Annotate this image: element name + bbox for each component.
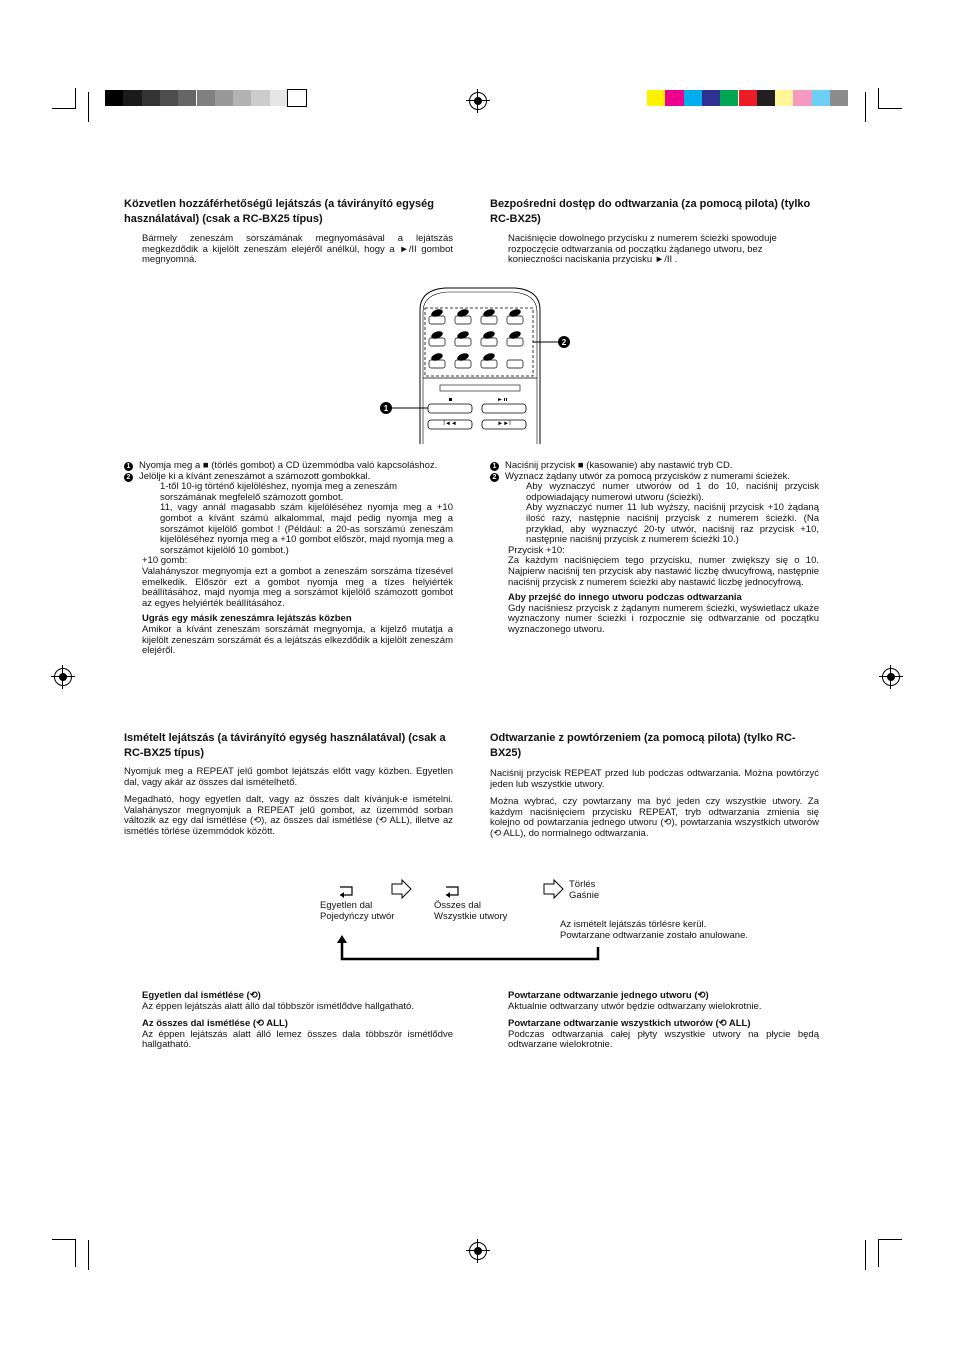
color-swatch — [720, 90, 738, 106]
pl-repeat-title: Odtwarzanie z powtórzeniem (za pomocą pilota) (tylko RC-BX25) — [490, 732, 796, 759]
svg-text:I◄◄: I◄◄ — [443, 421, 457, 427]
hu-skip-title: Ugrás egy másik zeneszámra lejátszás közben — [142, 613, 352, 625]
pl-repeat-p1: Naciśnij przycisk REPEAT przed lub podczas odtwarzania. Można powtórzyć jeden lub wszystkie utwory. — [490, 768, 819, 790]
crop-mark — [75, 1239, 76, 1267]
press-indicator — [430, 352, 444, 362]
press-indicator — [482, 330, 496, 340]
cancel-hu-label: Az ismételt lejátszás törlésre kerül. — [560, 919, 707, 930]
number-key — [429, 338, 445, 346]
pl-step-1: Naciśnij przycisk ■ (kasowanie) aby nastawić tryb CD. — [505, 460, 733, 471]
press-indicator — [508, 330, 522, 340]
press-indicator — [456, 352, 470, 362]
color-swatch — [647, 90, 665, 106]
hu-direct-access-body: Bármely zeneszám sorszámának megnyomásával a lejátszás megkezdődik a kijelölt zeneszám elejéről anélkül, hogy a ►/II gombot megnyomná. — [142, 233, 453, 266]
number-key — [429, 360, 445, 368]
crop-mark — [88, 92, 89, 122]
color-swatch — [197, 90, 215, 106]
hu-repeat-title: Ismételt lejátszás (a távirányító egység használatával) (csak a RC-BX25 típus) — [124, 732, 446, 759]
hu-step-2a: 1-től 10-ig történő kijelöléshez, nyomja meg a zeneszám sorszámának megfelelő számozott gombot. — [160, 481, 398, 503]
hu-all-body: Az éppen lejátszás alatt álló lemez összes dala többször ismétlődve hallgatható. — [142, 1028, 453, 1051]
remote-control-illustration — [375, 280, 575, 445]
press-indicator — [456, 308, 470, 318]
registration-mark — [882, 668, 900, 686]
crop-mark — [52, 108, 76, 109]
hu-step-2b: 11, vagy annál magasabb szám kijelöléséhez nyomja meg a +10 gombot a kívánt számú alkalommal, majd pedig nyomja meg a sorszámot kijelölő gombot ! (Például: a 20-as sorszámú zeneszám kijelöléséhez nyomja meg a +10 gombot először, majd nyomja meg a sorszámot kijelölő 10 gombot.) — [160, 502, 453, 556]
hu-steps — [124, 461, 453, 657]
press-indicator — [508, 308, 522, 318]
color-swatch — [757, 90, 775, 106]
crop-mark — [865, 92, 866, 122]
pl-all-title: Powtarzane odtwarzanie wszystkich utworów (⟲ ALL) — [508, 1018, 751, 1030]
all-hu-label: Összes dal — [434, 900, 481, 911]
pl-repeat-section — [490, 769, 819, 840]
crop-mark — [75, 88, 76, 109]
color-swatch — [665, 90, 683, 106]
registration-mark — [469, 1242, 487, 1260]
step-2-badge: 2 — [490, 473, 499, 482]
hu-repeat-p2: Megadható, hogy egyetlen dalt, vagy az összes dalt kívánjuk-e ismételni. Valahányszor megnyomjuk a REPEAT jelű gombot, az üzemmód sorban változik az egy dal ismétlése (⟲), az összes dal ismétlése (⟲ ALL), illetve az ismétlés törlése üzemmódok között. — [124, 794, 453, 837]
clear-pl-label: Gaśnie — [569, 889, 600, 901]
pl-step-2: Wyznacz żądany utwór za pomocą przycisków z numerami ścieżek. — [505, 470, 791, 482]
svg-text:►►I: ►►I — [497, 421, 511, 427]
hu-step-1: Nyomja meg a ■ (törlés gombot) a CD üzemmódba való kapcsoláshoz. — [139, 460, 438, 471]
number-key — [455, 316, 471, 324]
cancel-note — [560, 920, 748, 941]
hu-repeat-explanations — [142, 991, 453, 1051]
crop-mark — [88, 1240, 89, 1270]
single-repeat-label — [320, 901, 394, 922]
hu-step-2: Jelölje ki a kívánt zeneszámot a számozott gombokkal. — [139, 470, 371, 482]
crop-mark — [878, 1239, 879, 1267]
pl-plus10-body: Za każdym naciśnięciem tego przycisku, numer zwiększy się o 10. Najpierw naciśnij ten przycisk aby nastawić liczbę dwucyfrową, następnie naciśnij przycisk z numerem ścieżki aby nastawić liczbę jednocyfrową. — [508, 555, 819, 588]
all-repeat-label — [434, 901, 507, 922]
pl-repeat-explanations — [508, 991, 819, 1051]
clear-hu-label: Törlés — [569, 879, 596, 890]
clear-label — [569, 880, 599, 901]
color-swatch — [251, 90, 269, 106]
cancel-pl-label: Powtarzane odtwarzanie zostało anulowane. — [560, 929, 749, 941]
pl-step-2a: Aby wyznaczyć numer utworów od 1 do 10, naciśnij przycisk odpowiadający numerowi utworu (ścieżki). — [526, 481, 819, 503]
pl-all-body: Podczas odtwarzania całej płyty wszystkie utwory na płycie będą odtwarzane wielokrotnie. — [508, 1028, 819, 1051]
color-swatch — [270, 90, 288, 106]
pl-direct-access-body: Naciśnięcie dowolnego przycisku z numerem ścieżki spowoduje rozpoczęcie odtwarzania od początku żądanego utworu, bez konieczności naciskania przycisku ►/II . — [508, 233, 777, 266]
pl-steps — [490, 461, 819, 636]
crop-mark — [878, 1239, 902, 1240]
all-pl-label: Wszystkie utwory — [434, 910, 508, 922]
callout-1: 1 — [383, 404, 389, 413]
pl-repeat-p2: Można wybrać, czy powtarzany ma być jeden czy wszystkie utwory. Za każdym naciśnięciem przycisku REPEAT, tryb odtwarzania zmienia się kolejno od powtarzania jednego utworu (⟲), powtarzania wszystkich utworów (⟲ ALL), do normalnego odtwarzania. — [490, 796, 819, 839]
number-key — [455, 338, 471, 346]
color-swatch — [684, 90, 702, 106]
hu-all-title: Az összes dal ismétlése (⟲ ALL) — [142, 1018, 288, 1030]
press-indicator — [430, 330, 444, 340]
pl-skip-body: Gdy naciśniesz przycisk z żądanym numerem ścieżki, wyświetlacz ukaże wyznaczony numer ścieżki i rozpocznie się odtwarzanie od początku wyznaczonego utworu. — [508, 602, 819, 635]
hu-repeat-p1: Nyomjuk meg a REPEAT jelű gombot lejátszás előtt vagy közben. Egyetlen dal, vagy akár az összes dal ismételhető. — [124, 766, 453, 788]
hu-single-body: Az éppen lejátszás alatt álló dal többször ismétlődve hallgatható. — [142, 1000, 414, 1012]
hu-skip-body: Amikor a kívánt zeneszám sorszámát megnyomja, a kijelző mutatja a kijelölt zeneszám sorszámát és a lejátszás elkezdődik a kijelölt zeneszám elejéről. — [142, 623, 453, 657]
number-key — [455, 360, 471, 368]
callout-2: 2 — [561, 338, 567, 347]
step-1-badge: 1 — [124, 462, 133, 471]
number-key — [481, 316, 497, 324]
single-hu-label: Egyetlen dal — [320, 900, 373, 911]
repeat-mode-diagram — [320, 875, 780, 965]
step-1-badge: 1 — [490, 462, 499, 471]
pl-step-2b: Aby wyznaczyć numer 11 lub wyższy, naciśnij przycisk +10 żądaną ilość razy, następnie naciśnij przycisk z numerem ścieżki. (Na przykład, aby wyznaczyć 20-ty utwór, naciśnij raz przycisk +10, następnie naciśnij przycisk z numerem ścieżki 10.) — [526, 502, 819, 546]
press-indicator — [456, 330, 470, 340]
pl-single-body: Aktualnie odtwarzany utwór będzie odtwarzany wielokrotnie. — [508, 1000, 762, 1012]
pl-skip-title: Aby przejść do innego utworu podczas odtwarzania — [508, 592, 742, 604]
color-swatch — [123, 90, 141, 106]
color-swatch — [739, 90, 757, 106]
crop-mark — [878, 108, 902, 109]
number-key — [507, 338, 523, 346]
hu-repeat-section — [124, 767, 453, 838]
pl-single-title: Powtarzane odtwarzanie jednego utworu (⟲) — [508, 990, 709, 1001]
crop-mark — [52, 1239, 76, 1240]
color-swatch — [812, 90, 830, 106]
single-pl-label: Pojedyńczy utwór — [320, 910, 395, 922]
registration-mark — [469, 92, 487, 110]
color-swatch — [775, 90, 793, 106]
color-swatch — [105, 90, 123, 106]
crop-mark — [865, 1240, 866, 1270]
color-swatch — [160, 90, 178, 106]
number-key — [429, 316, 445, 324]
color-swatch — [793, 90, 811, 106]
pl-plus10-label: Przycisk +10: — [508, 544, 565, 556]
color-swatch — [288, 90, 306, 106]
press-indicator — [482, 352, 496, 362]
number-key — [507, 360, 523, 368]
step-2-badge: 2 — [124, 473, 133, 482]
color-swatch — [178, 90, 196, 106]
number-key — [481, 338, 497, 346]
hu-plus10-body: Valahányszor megnyomja ezt a gombot a zeneszám sorszáma tízesével emelkedik. Először ezt a gombot nyomja meg a tízes helyiérték beállításához, majd nyomja meg a sorszámot kijelölő számozott gombot az egyes helyiérték beállításához. — [142, 565, 453, 609]
press-indicator — [482, 308, 496, 318]
number-key — [507, 316, 523, 324]
crop-mark — [878, 88, 879, 109]
hu-direct-access-title: Közvetlen hozzáférhetőségű lejátszás (a távirányító egység használatával) (csak a RC-BX25 típus) — [124, 198, 434, 225]
hu-plus10-label: +10 gomb: — [142, 555, 188, 567]
color-swatch — [233, 90, 251, 106]
color-swatch — [215, 90, 233, 106]
hu-single-title: Egyetlen dal ismétlése (⟲) — [142, 990, 261, 1001]
press-indicator — [430, 308, 444, 318]
color-swatch — [702, 90, 720, 106]
number-key — [481, 360, 497, 368]
color-swatch — [830, 90, 848, 106]
color-swatch — [142, 90, 160, 106]
registration-mark — [54, 668, 72, 686]
pl-direct-access-title: Bezpośredni dostęp do odtwarzania (za pomocą pilota) (tylko RC-BX25) — [490, 198, 811, 225]
